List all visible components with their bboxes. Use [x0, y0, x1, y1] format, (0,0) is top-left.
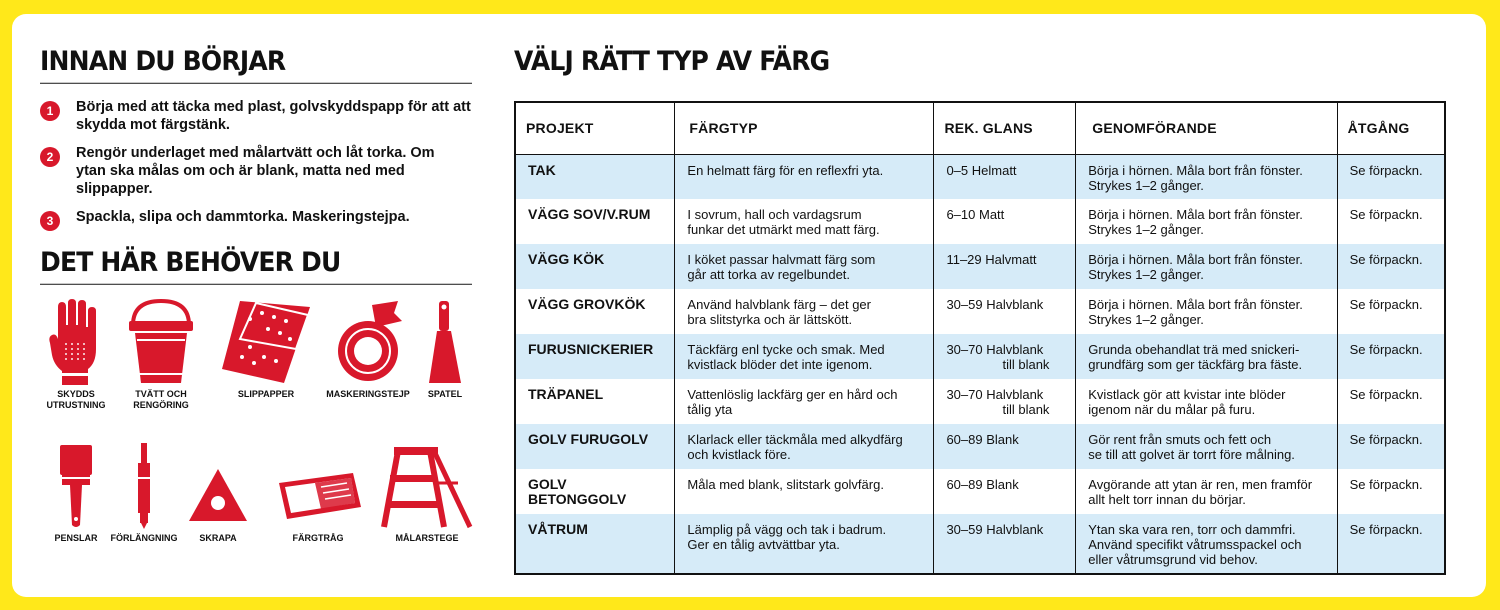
- header-project: PROJEKT: [515, 102, 675, 154]
- cell-usage: Se förpackn.: [1337, 379, 1445, 424]
- cell-paint-type: Klarlack eller täckmåla med alkydfärg och kvistlack före.: [675, 424, 934, 469]
- cell-method: Grunda obehandlat trä med snickeri- grundfärg som ger täckfärg bra fäste.: [1076, 334, 1337, 379]
- tool-label: MÅLARSTEGE: [395, 533, 459, 543]
- table-row: [515, 379, 1445, 424]
- cell-usage: Se förpackn.: [1337, 244, 1445, 289]
- cell-paint-type: Måla med blank, slitstark golvfärg.: [675, 469, 934, 514]
- paintbrush-icon: [56, 443, 96, 529]
- cell-usage: Se förpackn.: [1337, 154, 1445, 199]
- paint-table-body: [515, 154, 1445, 574]
- table-row: [515, 514, 1445, 574]
- tool-label: SLIPPAPPER: [237, 389, 295, 399]
- cell-gloss: [934, 469, 1076, 514]
- cell-method: Gör rent från smuts och fett och se till att golvet är torrt före målning.: [1076, 424, 1337, 469]
- gloss-extra: till blank: [1002, 357, 1050, 372]
- cell-method: Börja i hörnen. Måla bort från fönster. Strykes 1–2 gånger.: [1076, 154, 1337, 199]
- step-text: Börja med att täcka med plast, golvskyddspapp för att att skydda mot färgstänk.: [76, 99, 471, 133]
- tool-bucket: [124, 299, 198, 411]
- cell-paint-type: Täckfärg enl tycke och smak. Med kvistlack blöder det inte igenom.: [675, 334, 934, 379]
- gloss-range: 30–70 Halvblank: [946, 342, 1044, 357]
- tool-label: SKRAPA: [199, 533, 237, 543]
- step-item: [40, 208, 472, 231]
- cell-usage: Se förpackn.: [1337, 424, 1445, 469]
- gloss-range: 60–89 Blank: [946, 477, 1019, 492]
- paint-tray-icon: [273, 443, 363, 529]
- extension-pole-icon: [134, 443, 154, 529]
- tool-label: FÄRGTRÅG: [292, 533, 344, 543]
- table-header-row: [515, 102, 1445, 154]
- tool-label: FÖRLÄNGNING: [110, 533, 178, 543]
- scraper-icon: [187, 443, 249, 529]
- cell-paint-type: Lämplig på vägg och tak i badrum. Ger en tålig avtvättbar yta.: [675, 514, 934, 574]
- spatula-icon: [425, 299, 465, 385]
- cell-method: Avgörande att ytan är ren, men framför allt helt torr innan du börjar.: [1076, 469, 1337, 514]
- cell-usage: Se förpackn.: [1337, 514, 1445, 574]
- gloss-range: 30–59 Halvblank: [946, 297, 1044, 312]
- bucket-icon: [127, 299, 195, 385]
- cell-gloss: [934, 514, 1076, 574]
- masking-tape-icon: [328, 299, 408, 385]
- cell-paint-type: Vattenlöslig lackfärg ger en hård och tålig yta: [675, 379, 934, 424]
- cell-gloss: [934, 244, 1076, 289]
- left-column: [40, 46, 472, 568]
- cell-paint-type: En helmatt färg för en reflexfri yta.: [675, 154, 934, 199]
- tool-scraper: [186, 443, 250, 544]
- cell-paint-type: Använd halvblank färg – det ger bra slitstyrka och är lättskött.: [675, 289, 934, 334]
- cell-method: Börja i hörnen. Måla bort från fönster. Strykes 1–2 gånger.: [1076, 244, 1337, 289]
- tool-paintbrush: [46, 443, 106, 544]
- cell-usage: Se förpackn.: [1337, 469, 1445, 514]
- cell-project: GOLV BETONGGOLV: [515, 469, 675, 514]
- tool-masking-tape: [320, 299, 416, 400]
- tool-paint-tray: [272, 443, 364, 544]
- cell-gloss: [934, 289, 1076, 334]
- cell-project: VÄGG GROVKÖK: [515, 289, 675, 334]
- cell-gloss: [934, 199, 1076, 244]
- gloss-range: 30–59 Halvblank: [946, 522, 1044, 537]
- tool-glove: [40, 299, 112, 411]
- gloss-range: 30–70 Halvblank: [946, 387, 1044, 402]
- step-text: Spackla, slipa och dammtorka. Maskeringstejpa.: [76, 209, 410, 225]
- paint-title: VÄLJ RÄTT TYP AV FÄRG: [514, 46, 830, 77]
- tool-label: SPATEL: [427, 389, 463, 399]
- table-row: [515, 289, 1445, 334]
- tool-label: PENSLAR: [54, 533, 98, 543]
- stepladder-icon: [380, 443, 474, 529]
- cell-paint-type: I köket passar halvmatt färg som går att torka av regelbundet.: [675, 244, 934, 289]
- tool-extension-pole: [102, 443, 186, 544]
- gloss-extra: till blank: [1002, 402, 1050, 417]
- cell-method: Kvistlack gör att kvistar inte blöder igenom när du målar på furu.: [1076, 379, 1337, 424]
- gloss-range: 0–5 Helmatt: [946, 162, 1017, 178]
- steps-list: [40, 98, 472, 231]
- tools-grid: [40, 283, 472, 568]
- cell-project: VÅTRUM: [515, 514, 675, 574]
- needs-title: DET HÄR BEHÖVER DU: [40, 247, 472, 285]
- step-number-badge: 2: [40, 147, 60, 167]
- table-row: [515, 244, 1445, 289]
- cell-project: GOLV FURUGOLV: [515, 424, 675, 469]
- table-row: [515, 154, 1445, 199]
- cell-paint-type: I sovrum, hall och vardagsrum funkar det utmärkt med matt färg.: [675, 199, 934, 244]
- cell-project: TRÄPANEL: [515, 379, 675, 424]
- cell-gloss: [934, 334, 1076, 379]
- step-text: Rengör underlaget med målartvätt och låt torka. Om ytan ska målas om och är blank, matta ned med slippapper.: [76, 145, 435, 197]
- gloss-range: 11–29 Halvmatt: [946, 252, 1037, 267]
- header-method: GENOMFÖRANDE: [1076, 102, 1337, 154]
- cell-project: FURUSNICKERIER: [515, 334, 675, 379]
- header-gloss: REK. GLANS: [934, 102, 1076, 154]
- cell-usage: Se förpackn.: [1337, 334, 1445, 379]
- gloss-range: 60–89 Blank: [946, 432, 1019, 447]
- tool-spatula: [420, 299, 470, 400]
- cell-gloss: [934, 379, 1076, 424]
- header-paint-type: FÄRGTYP: [675, 102, 934, 154]
- gloss-range: 6–10 Matt: [946, 207, 1005, 222]
- cell-usage: Se förpackn.: [1337, 199, 1445, 244]
- header-usage: ÅTGÅNG: [1337, 102, 1445, 154]
- cell-gloss: [934, 154, 1076, 199]
- cell-project: TAK: [515, 154, 675, 199]
- tool-label: TVÄTT OCH RENGÖRING: [133, 389, 189, 410]
- cell-method: Ytan ska vara ren, torr och dammfri. Använd specifikt våtrumsspackel och eller våtrumsgrund vid behov.: [1076, 514, 1337, 574]
- tool-sandpaper: [218, 299, 314, 400]
- cell-gloss: [934, 424, 1076, 469]
- paint-table: [514, 101, 1446, 575]
- table-row: [515, 334, 1445, 379]
- step-number-badge: 3: [40, 211, 60, 231]
- cell-usage: Se förpackn.: [1337, 289, 1445, 334]
- glove-icon: [48, 299, 104, 385]
- table-row: [515, 469, 1445, 514]
- tool-label: SKYDDS UTRUSTNING: [46, 389, 106, 410]
- step-number-badge: 1: [40, 101, 60, 121]
- cell-method: Börja i hörnen. Måla bort från fönster. Strykes 1–2 gånger.: [1076, 199, 1337, 244]
- table-row: [515, 199, 1445, 244]
- right-column: [514, 46, 1448, 575]
- table-row: [515, 424, 1445, 469]
- before-title: INNAN DU BÖRJAR: [40, 46, 472, 84]
- cell-project: VÄGG SOV/V.RUM: [515, 199, 675, 244]
- sandpaper-icon: [220, 299, 312, 385]
- cell-project: VÄGG KÖK: [515, 244, 675, 289]
- tool-label: MASKERINGSTEJP: [326, 389, 410, 399]
- cell-method: Börja i hörnen. Måla bort från fönster. Strykes 1–2 gånger.: [1076, 289, 1337, 334]
- step-item: [40, 144, 472, 198]
- content-card: [12, 14, 1486, 597]
- tool-stepladder: [380, 443, 474, 544]
- step-item: [40, 98, 472, 134]
